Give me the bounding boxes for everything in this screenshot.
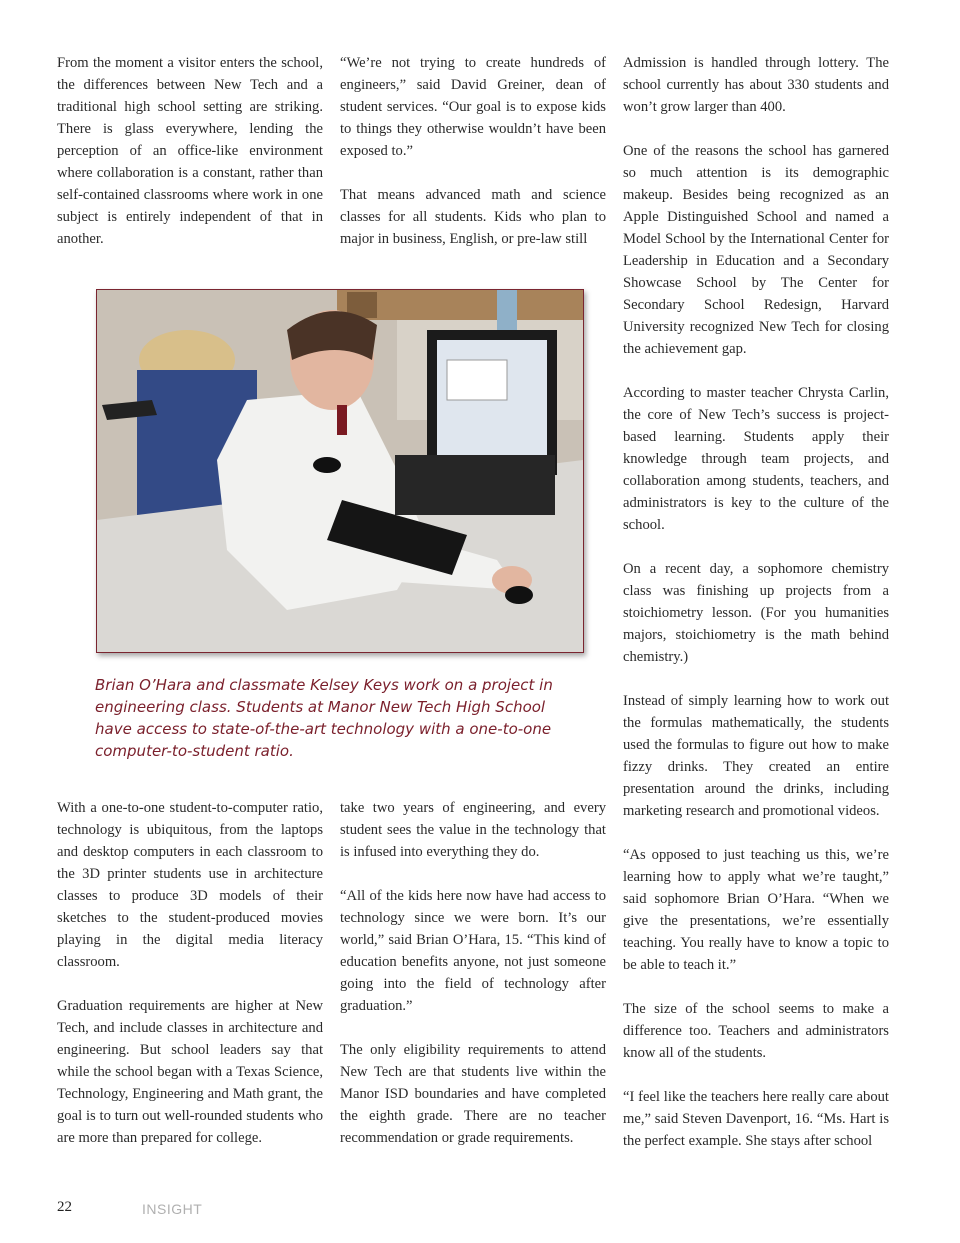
paragraph: “As opposed to just teaching us this, we’re learning how to apply what we’re taught,” said sophomore Brian O’Hara. “When we give the presentations, we’re essentially teaching. You really have to know a topic to be able to teach it.” (623, 847, 889, 973)
paragraph: Instead of simply learning how to work out the formulas mathematically, the students used the formulas to figure out how to make fizzy drinks. They created an entire presentation around the drinks, including marketing research and promotional videos. (623, 693, 889, 819)
paragraph: That means advanced math and science classes for all students. Kids who plan to major in business, English, or pre-law still (340, 187, 606, 247)
paragraph: The size of the school seems to make a difference too. Teachers and administrators know all of the students. (623, 1001, 889, 1061)
article-column-1-top (57, 52, 323, 250)
paragraph: Graduation requirements are higher at New Tech, and include classes in architecture and engineering. But school leaders say that while the school began with a Texas Science, Technology, Engineering and Math grant, the goal is to turn out well-rounded students who are more than prepared for college. (57, 998, 323, 1146)
photo-caption: Brian O’Hara and classmate Kelsey Keys work on a project in engineering class. Students at Manor New Tech High School have access to state-of-the-art technology with a one-to-one computer-to-student ratio. (95, 676, 553, 760)
article-column-2-top (340, 52, 606, 250)
paragraph: The only eligibility requirements to attend New Tech are that students live within the Manor ISD boundaries and have completed the eighth grade. There are no teacher recommendation or grade requirements. (340, 1042, 606, 1146)
paragraph: According to master teacher Chrysta Carlin, the core of New Tech’s success is project-based learning. Students apply their knowledge through team projects, and collaboration among students, teachers, and administrators is key to the culture of the school. (623, 385, 889, 533)
page-number: 22 (57, 1199, 72, 1215)
paragraph: One of the reasons the school has garnered so much attention is its demographic makeup. Besides being recognized as an Apple Distinguished School and named a Model School by the International Center for Leadership in Education and a Secondary Showcase School by The Center for Secondary School Redesign, Harvard University recognized New Tech for closing the achievement gap. (623, 143, 889, 357)
paragraph: Admission is handled through lottery. The school currently has about 330 students and won’t grow larger than 400. (623, 55, 889, 115)
paragraph: “All of the kids here now have had access to technology since we were born. It’s our world,” said Brian O’Hara, 15. “This kind of education benefits anyone, not just someone going into the field of technology after graduation.” (340, 888, 606, 1014)
classroom-photo (96, 289, 584, 653)
paragraph: “I feel like the teachers here really care about me,” said Steven Davenport, 16. “Ms. Hart is the perfect example. She stays after school (623, 1089, 889, 1149)
paragraph: From the moment a visitor enters the school, the differences between New Tech and a traditional high school setting are striking. There is glass everywhere, lending the perception of an office-like environment where collaboration is a constant, rather than self-contained classrooms where work in one subject is entirely independent of that in another. (57, 55, 323, 247)
article-column-3 (623, 52, 889, 1152)
section-label: INSIGHT (142, 1201, 203, 1217)
paragraph: With a one-to-one student-to-computer ratio, technology is ubiquitous, from the laptops and desktop computers in each classroom to the 3D printer students use in architecture classes to produce 3D models of their sketches to the student-produced movies playing in the digital media literacy classroom. (57, 800, 323, 970)
paragraph: “We’re not trying to create hundreds of engineers,” said David Greiner, dean of student services. “Our goal is to expose kids to things they otherwise wouldn’t have been exposed to.” (340, 55, 606, 159)
paragraph: take two years of engineering, and every student sees the value in the technology that is infused into everything they do. (340, 800, 606, 860)
article-column-2-bottom (340, 797, 606, 1149)
article-column-1-bottom (57, 797, 323, 1149)
paragraph: On a recent day, a sophomore chemistry class was finishing up projects from a stoichiometry lesson. (For you humanities majors, stoichiometry is the math behind chemistry.) (623, 561, 889, 665)
